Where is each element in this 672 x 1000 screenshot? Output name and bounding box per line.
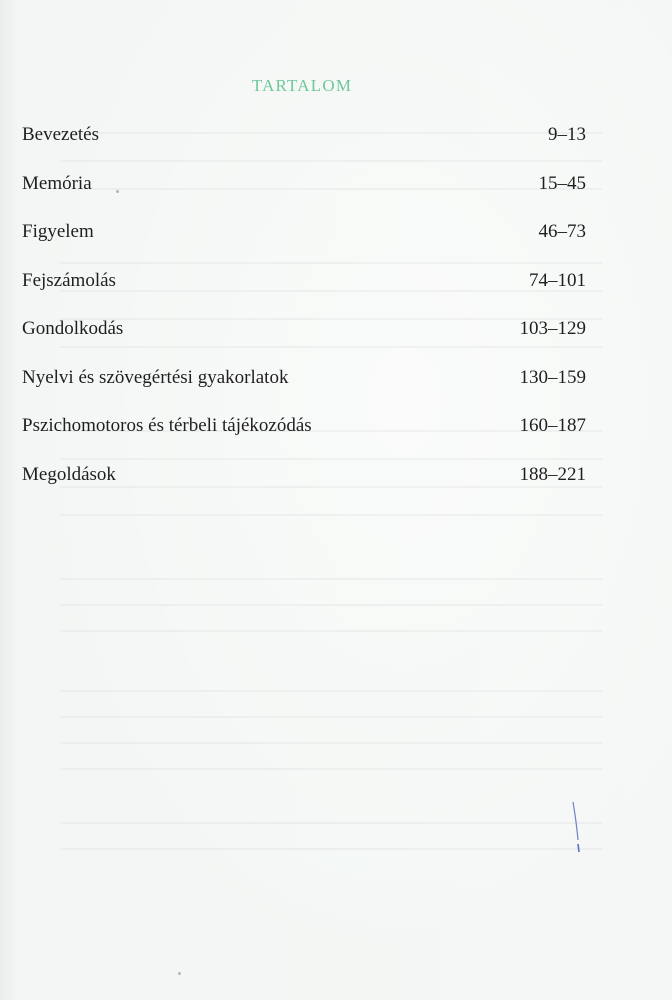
toc-entry [22, 415, 586, 464]
toc-entry-label: Pszichomotoros és térbeli tájékozódás [22, 415, 312, 436]
toc-entry [22, 270, 586, 319]
bleed-line [60, 768, 602, 770]
table-of-contents [22, 124, 586, 512]
toc-entry-pages: 130–159 [519, 366, 586, 388]
bleed-line [60, 578, 602, 580]
toc-entry [22, 318, 586, 367]
bleed-line [60, 742, 602, 744]
toc-entry-label: Nyelvi és szövegértési gyakorlatok [22, 366, 289, 388]
toc-entry [22, 173, 586, 222]
paper-speck [116, 190, 119, 193]
toc-entry-label: Fejszámolás [22, 269, 116, 291]
toc-entry-pages: 46–73 [538, 221, 586, 242]
bleed-line [60, 690, 602, 692]
paper-speck [178, 972, 181, 975]
toc-entry-pages: 160–187 [519, 415, 586, 436]
toc-entry-pages: 9–13 [548, 124, 586, 145]
toc-entry [22, 464, 586, 513]
page-title: TARTALOM [251, 76, 353, 95]
toc-entry-label: Megoldások [22, 463, 116, 485]
toc-entry-label: Gondolkodás [22, 318, 124, 339]
bleed-line [60, 848, 602, 850]
toc-entry-pages: 103–129 [519, 318, 586, 339]
toc-entry-label: Bevezetés [22, 124, 100, 145]
bleed-line [60, 822, 602, 824]
toc-entry [22, 124, 586, 173]
toc-entry-label: Memória [22, 172, 92, 194]
bleed-line [60, 630, 602, 632]
bleed-line [60, 514, 602, 516]
bleed-line [60, 604, 602, 606]
toc-entry [22, 367, 586, 416]
toc-entry [22, 221, 586, 270]
toc-entry-label: Figyelem [22, 221, 94, 242]
toc-entry-pages: 188–221 [519, 463, 586, 485]
bleed-line [60, 716, 602, 718]
toc-entry-pages: 74–101 [529, 269, 586, 291]
toc-entry-pages: 15–45 [538, 172, 586, 194]
pen-mark [570, 800, 584, 856]
